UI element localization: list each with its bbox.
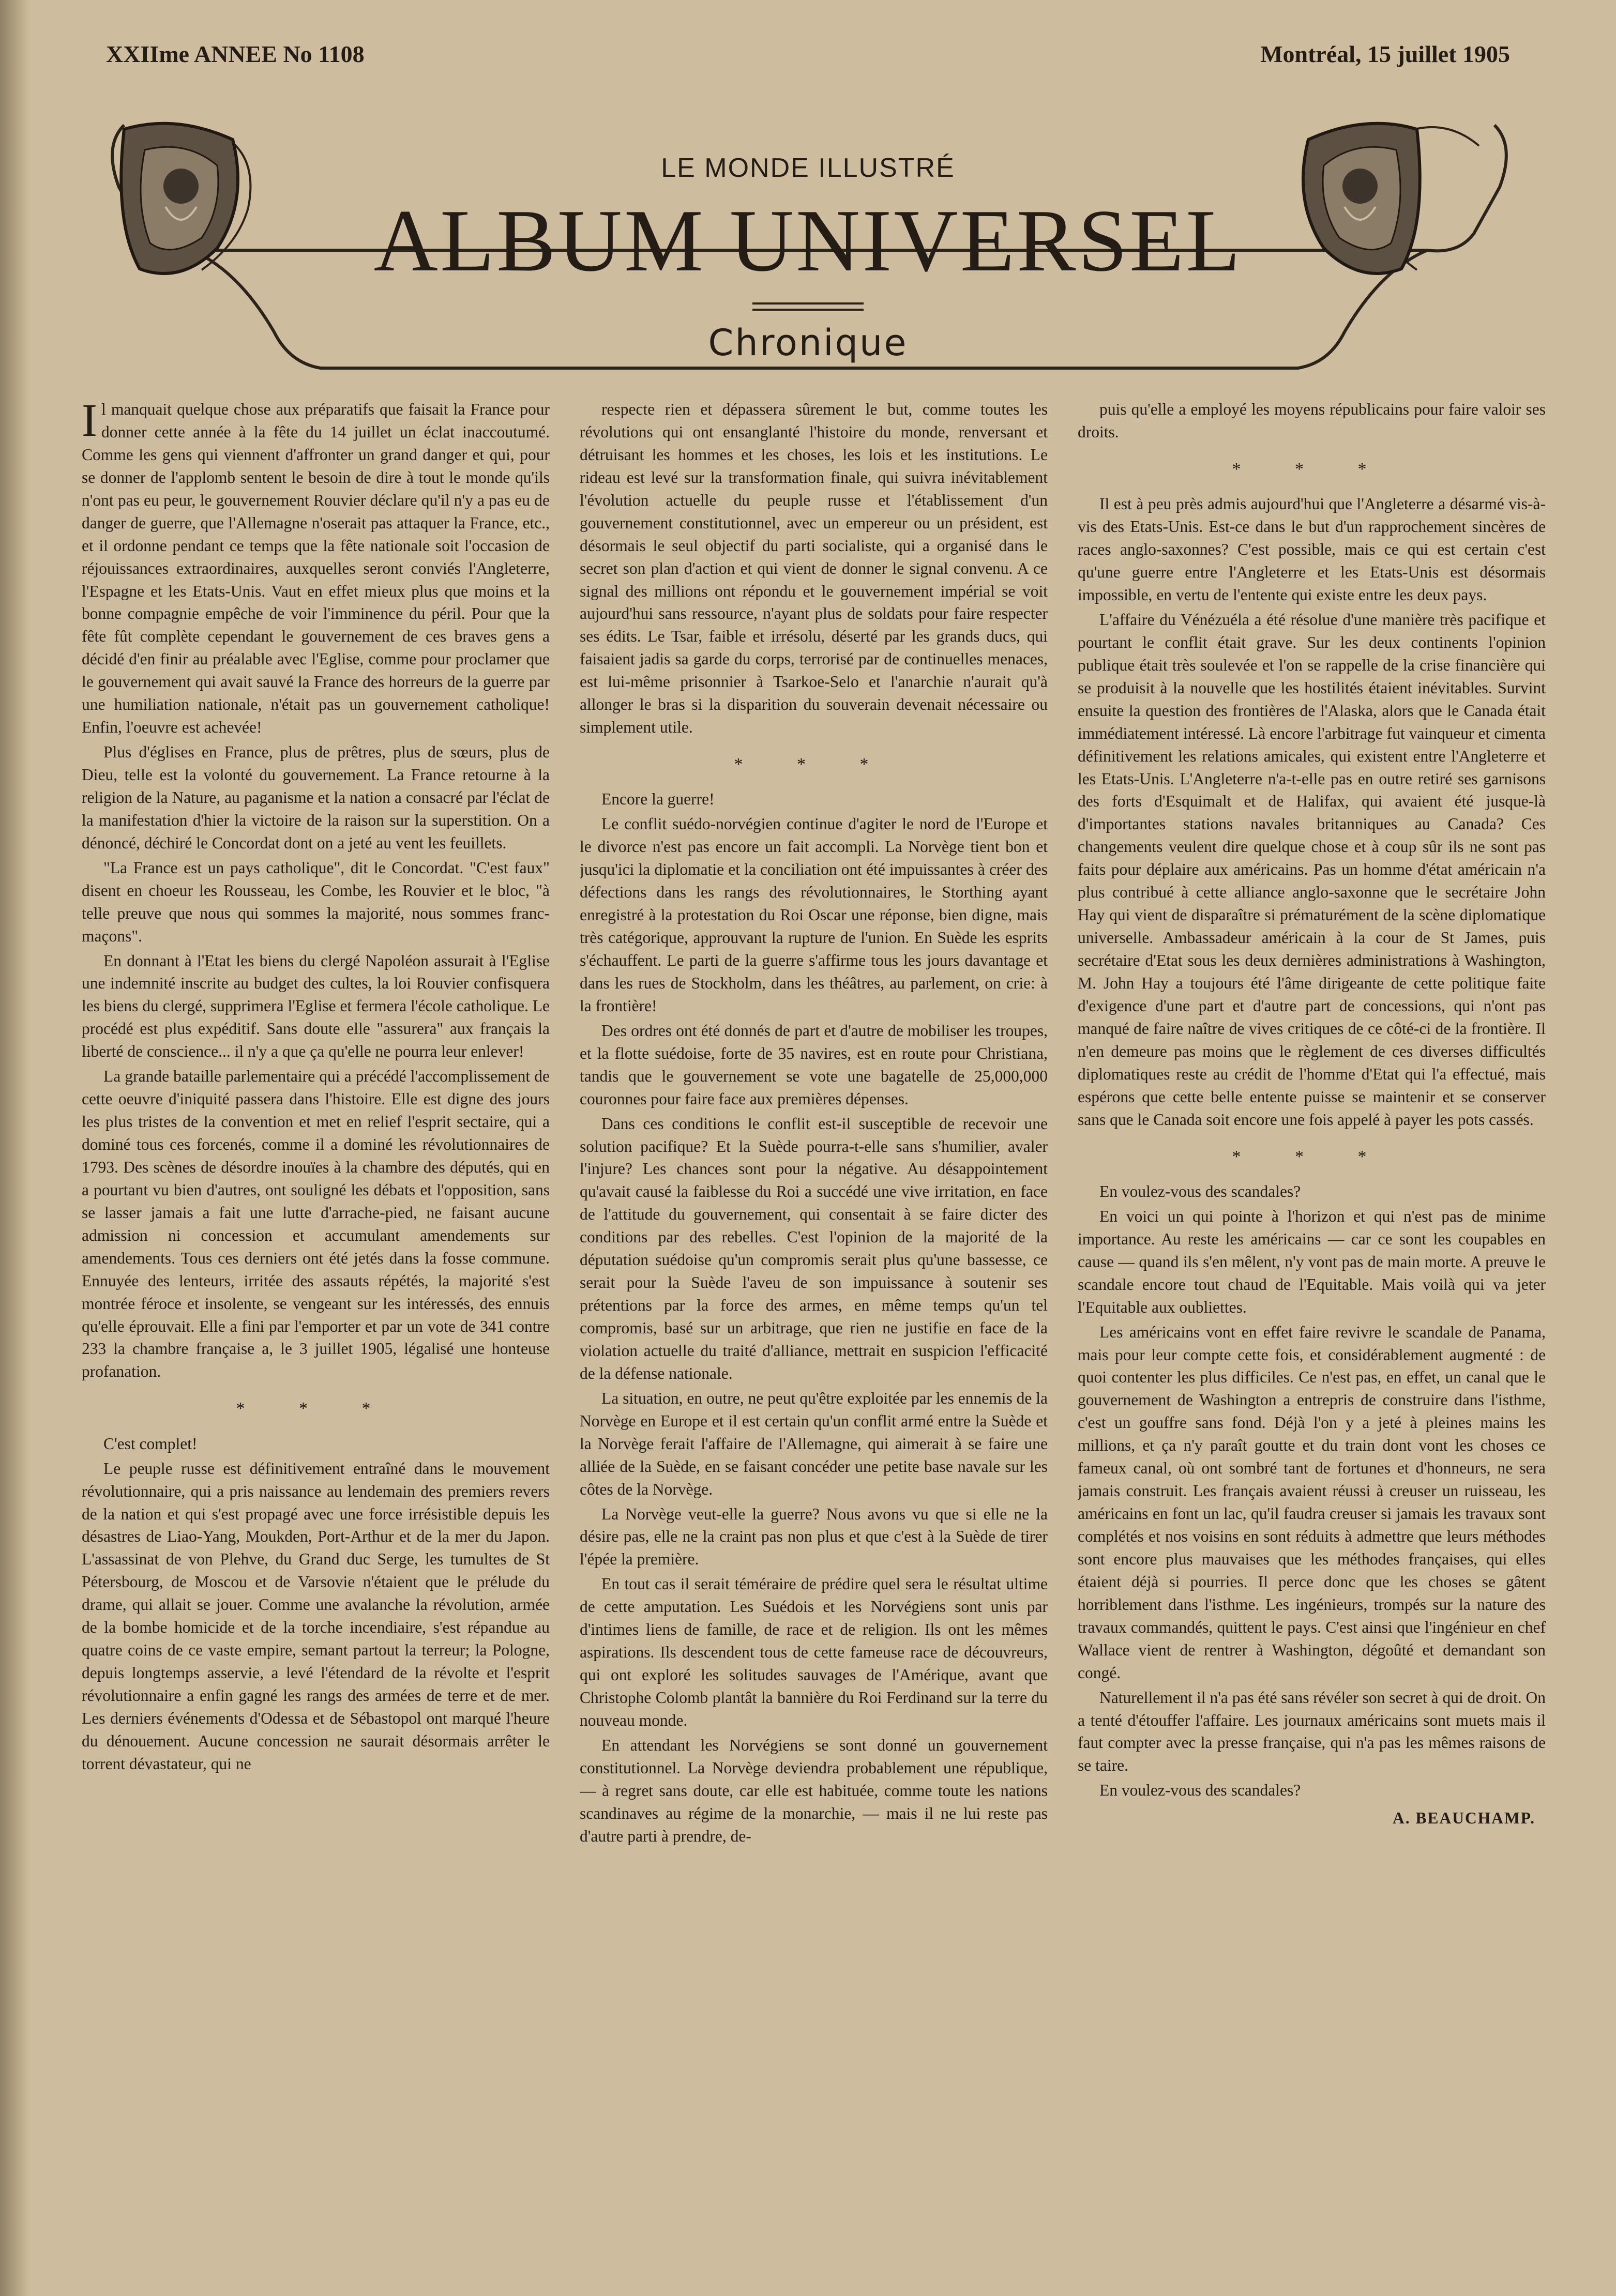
publication-title: ALBUM UNIVERSEL	[373, 192, 1243, 290]
article-paragraph: L'affaire du Vénézuéla a été résolue d'une manière très pacifique et pourtant le conflit était grave. Sur les deux continents l'opinion publique était très soulevée et l'on se rappelle de la crise financière qui se produisit à la nouvelle que les hostilités étaient inévitables. Survint ensuite la question des frontières de l'Alaska, alors que le Canada était immédiatement intéressé. Là encore l'arbitrage fut vainqueur et cimenta définitivement les relations amicales, qui existent entre l'Angleterre et les Etats-Unis. L'Angleterre n'a-t-elle pas en outre retiré ses garnisons des forts d'Esquimalt et de Halifax, qui avaient été jusque-là d'importantes stations navales britanniques au Canada? Ces changements veulent dire quelque chose et à coup sûr ils ne sont pas faits pour déplaire aux américains. Pas un homme d'état américain n'a plus contribué à cette alliance anglo-saxonne que le secrétaire John Hay qui vient de disparaître si prématurément de la scène diplomatique universelle. Ambassadeur américain à la cour de St James, puis secrétaire d'Etat sous les deux dernières administrations à Washington, M. John Hay a toujours été l'âme dirigeante de cette politique faite d'exigence d'une part et d'autre part de concessions, qui n'ont pas manqué de faire naître de vives critiques de ce côté-ci de la frontière. Il n'en demeure pas moins que le règlement de ces diverses difficultés diplomatiques reste au crédit de l'homme d'Etat qui l'a effectué, mais espérons que cette belle entente puisse se maintenir et se conserver sans que le Canada soit encore une fois appelé à payer les pots cassés.	[1078, 610, 1546, 1129]
article-paragraph: Le conflit suédo-norvégien continue d'agiter le nord de l'Europe et le divorce n'est pas encore un fait accompli. La Norvège tient bon et jusqu'ici la diplomatie et la conciliation ont été impuissantes à créer des défections dans les rangs des révolutionnaires, le Storthing ayant enregistré à la protestation du Roi Oscar une réponse, bien digne, mais très catégorique, approuvant la rupture de l'union. En Suède les esprits s'échauffent. Le parti de la guerre s'affirme tous les jours davantage et dans les rues de Stockholm, dans les théâtres, au parlement, on crie: à la frontière!	[580, 815, 1048, 1015]
article-paragraph: C'est complet!	[103, 1434, 198, 1453]
article-paragraph: "La France est un pays catholique", dit le Concordat. "C'est faux" disent en choeur les Rousseau, les Combe, les Rouvier et le bloc, "à telle preuve que nous qui sommes la majorité, nous sommes franc-maçons".	[82, 858, 550, 945]
title-rule-bottom	[752, 309, 864, 311]
section-separator: * * *	[1232, 459, 1392, 479]
article-paragraph: Il manquait quelque chose aux préparatifs que faisait la France pour donner cette année à la fête du 14 juillet un éclat inaccoutumé. Comme les gens qui viennent d'affronter un grand danger et qui, pour se donner de l'applomb sentent le besoin de dire à tout le monde qu'ils n'ont pas eu peur, le gouvernement Rouvier déclare qu'il n'y a pas eu de danger de guerre, que l'Allemagne n'oserait pas attaquer la France, etc., et il ordonne pendant ce temps que la fête nationale soit l'occasion de réjouissances extraordinaires, auxquelles seront conviés l'Angleterre, l'Espagne et les Etats-Unis. Vaut en effet mieux plus que moins et la bonne compagnie empêche de voir l'imminence du péril. Pour que la fête fût complète cependant le gouvernement de ces braves gens a décidé d'en finir au préalable avec l'Eglise, comme pour proclamer que le gouvernement qui avait sauvé la France des horreurs de la guerre par une humiliation nationale, n'était pas un gouvernement catholique! Enfin, l'oeuvre est achevée!	[82, 398, 550, 737]
masthead-top	[106, 40, 1510, 68]
article-paragraph: En voulez-vous des scandales?	[1099, 1781, 1301, 1800]
article-paragraph: Des ordres ont été donnés de part et d'autre de mobiliser les troupes, et la flotte suédoise, forte de 35 navires, est en route pour Christiana, tandis que le gouvernement se vote une bagatelle de 25,000,000 couronnes pour faire face aux premières dépenses.	[580, 1021, 1048, 1108]
publication-subtitle: LE MONDE ILLUSTRÉ	[661, 153, 955, 183]
article-paragraph: Les américains vont en effet faire revivre le scandale de Panama, mais pour leur compte cette fois, et considérablement augmenté : de quoi contenter les plus difficiles. Ce n'est pas, en effet, un canal que le gouvernement de Washington a entrepris de construire dans l'isthme, c'est un gouffre sans fond. Déjà l'on y a jeté à pleines mains les millions, et ça n'y paraît goutte et du train dont vont les choses ce fameux canal, où ont sombré tant de fortunes et d'honneurs, ne sera jamais construit. Les français avaient réussi à creuser un ruisseau, les américains en font un lac, qu'il faudra creuser si jamais les travaux sont complétés et nos voisins en sont réduits à admettre que leurs méthodes sont encore plus mauvaises que les méthodes françaises, qui elles étaient déjà si pourries. Il perce donc que les choses se gâtent horriblement dans l'isthme. Les ingénieurs, trompés sur la nature des travaux commandés, quittent le pays. C'est ainsi que l'ingénieur en chef Wallace vient de rentrer à Washington, dégoûté et demandant son congé.	[1078, 1322, 1546, 1682]
article-column-1	[82, 398, 550, 2254]
section-separator: * * *	[1232, 1147, 1392, 1166]
article-paragraph: En voulez-vous des scandales?	[1099, 1182, 1301, 1200]
article-columns	[82, 398, 1546, 2254]
article-paragraph: puis qu'elle a employé les moyens républicains pour faire valoir ses droits.	[1078, 400, 1546, 441]
article-paragraph: Naturellement il n'a pas été sans révéler son secret à qui de droit. On a tenté d'étouffer l'affaire. Les journaux américains sont muets mais il faut compter avec la presse française, qui n'a pas les mêmes raisons de se taire.	[1078, 1688, 1546, 1775]
article-column-2	[580, 398, 1048, 2254]
article-paragraph: En voici un qui pointe à l'horizon et qui n'est pas de minime importance. Au reste les américains — car ce sont les coupables en cause — quand ils s'en mêlent, n'y vont pas de main morte. A preuve le scandale encore tout chaud de l'Equitable. Mais voilà qui va jeter l'Equitable aux oubliettes.	[1078, 1207, 1546, 1316]
article-paragraph: La situation, en outre, ne peut qu'être exploitée par les ennemis de la Norvège en Europe et il est certain qu'un conflit armé entre la Suède et la Norvège ferait l'affaire de l'Allemagne, qui aimerait à se faire une alliée de la Suède, en se faisant concéder une petite base navale sur les côtes de la Norvège.	[580, 1389, 1048, 1498]
author-signature: A. BEAUCHAMP.	[1393, 1809, 1535, 1828]
title-rule-top	[752, 302, 864, 305]
section-separator: * * *	[236, 1399, 396, 1419]
article-paragraph: Encore la guerre!	[601, 790, 715, 809]
article-paragraph: Il est à peu près admis aujourd'hui que l'Angleterre a désarmé vis-à-vis des Etats-Unis. Est-ce dans le but d'un rapprochement sincères de races anglo-saxonnes? C'est possible, mais ce qui est certain c'est qu'une guerre entre l'Angleterre et les Etats-Unis est désormais impossible, en vertu de l'entente qui existe entre les deux pays.	[1078, 495, 1546, 604]
article-paragraph: Dans ces conditions le conflit est-il susceptible de recevoir une solution pacifique? Et la Suède pourra-t-elle sans s'humilier, avaler l'injure? Les chances sont pour la négative. Au désappointement qu'avait causé la faiblesse du Roi a succédé une vive irritation, en face de l'attitude du gouvernement, qui consentait à se faire dicter des conditions par des rebelles. C'est l'opinion de la majorité de la députation suédoise qu'un compromis serait plus qu'une bassesse, ce serait pour la Suède l'aveu de son impuissance à soutenir ses prétentions par la force des armes, en même temps qu'un tel compromis, basé sur un arbitrage, que rien ne justifie en face de la violation actuelle du traité d'alliance, mettrait en suspicion l'efficacité de la défense nationale.	[580, 1114, 1048, 1382]
issue-date: Montréal, 15 juillet 1905	[1260, 41, 1510, 67]
article-paragraph: respecte rien et dépassera sûrement le but, comme toutes les révolutions qui ont ensanglanté l'histoire du monde, renversant et détruisant les hommes et les choses, les lois et les institutions. Le rideau est levé sur la transformation finale, qui suivra inévitablement l'évolution actuelle du peuple russe et l'établissement d'un gouvernement constitutionnel, avec un empereur ou un président, est désormais le seul objectif du parti socialiste, qui a organisé dans le secret son plan d'action et qui vient de donner le signal convenu. A ce signal des millions ont répondu et le gouvernement impérial se voit aujourd'hui sans ressource, n'ayant plus de soldats pour faire respecter ses édits. Le Tsar, faible et irrésolu, déserté par les grands ducs, qui faisaient jadis sa garde du corps, terrorisé par de continuelles menaces, est lui-même prisonnier à Tsarkoe-Selo et l'anarchie n'aurait qu'à allonger le bras si la disparition du souverain devenait nécessaire ou simplement utile.	[580, 400, 1048, 737]
article-column-3	[1078, 398, 1546, 2254]
article-paragraph: En attendant les Norvégiens se sont donné un gouvernement constitutionnel. La Norvège deviendra probablement une république, — à regret sans doute, car elle est habituée, comme toute les nations scandinaves au régime de la monarchie, — mais il ne lui reste pas d'autre parti à prendre, de-	[580, 1736, 1048, 1845]
article-paragraph: Plus d'églises en France, plus de prêtres, plus de sœurs, plus de Dieu, telle est la volonté du gouvernement. La France retourne à la religion de la Nature, au paganisme et la nation a consacré par l'éclat de la manifestation d'hier la victoire de la raison sur la superstition. On a dénoncé, déchiré le Concordat dont on a jeté au vent les feuillets.	[82, 743, 550, 852]
section-separator: * * *	[734, 755, 894, 774]
article-paragraph: En tout cas il serait téméraire de prédire quel sera le résultat ultime de cette amputation. Les Suédois et les Norvégiens sont unis par d'intimes liens de famille, de race et de religion. Ils ont les mêmes aspirations. Ils descendent tous de cette fameuse race de découvreurs, qui ont exploré les solitudes sauvages de l'Amérique, avant que Christophe Colomb plantât la bannière du Roi Ferdinand sur la terre du nouveau monde.	[580, 1575, 1048, 1729]
article-paragraph: La Norvège veut-elle la guerre? Nous avons vu que si elle ne la désire pas, elle ne la craint pas non plus et que c'est à la Suède de tirer l'épée la première.	[580, 1504, 1048, 1569]
section-heading: Chronique	[708, 322, 908, 364]
article-paragraph: Le peuple russe est définitivement entraîné dans le mouvement révolutionnaire, qui a pris naissance au lendemain des premiers revers de la nation et qui s'est propagé avec une force irrésistible depuis les désastres de Liao-Yang, Moukden, Port-Arthur et de la mer du Japon. L'assassinat de von Plehve, du Grand duc Serge, les tumultes de St Pétersbourg, de Moscou et de Varsovie n'étaient que le prélude du drame, qui allait se jouer. Comme une avalanche la révolution, armée de la bombe homicide et de la torche incendiaire, s'est répandue au quatre coins de ce vaste empire, semant partout la terreur; la Pologne, depuis longtemps asservie, a levé l'étendard de la révolte et l'esprit révolutionnaire a enfin gagné les rangs des armées de terre et de mer. Les derniers événements d'Odessa et de Sébastopol ont marqué l'heure du dénouement. Aucune concession ne saurait désormais arrêter le torrent dévastateur, qui ne	[82, 1459, 550, 1773]
article-paragraph: La grande bataille parlementaire qui a précédé l'accomplissement de cette oeuvre d'iniquité passera dans l'histoire. Elle est digne des jours les plus tristes de la convention et met en relief l'esprit sectaire, qui a dominé tous ces forcenés, comme il a dominé les révolutionnaires de 1793. Des scènes de désordre inouïes à la chambre des députés, qui en a pourtant vu bien d'autres, ont souligné les débats et l'opposition, sans se lasser jamais a fait une lutte d'arrache-pied, ne faisant aucune admission ni concession et accumulant amendements sur amendements. Tous ces derniers ont été jetés dans la fosse commune. Ennuyée des lenteurs, irritée des assauts répétés, la majorité s'est montrée féroce et insolente, se vengeant sur les intéressés, des ennuis qu'elle éprouvait. Elle a fini par l'emporter et par un vote de 341 contre 233 la chambre française a, le 3 juillet 1905, légalisé une honteuse profanation.	[82, 1067, 550, 1381]
article-paragraph: En donnant à l'Etat les biens du clergé Napoléon assurait à l'Eglise une indemnité inscrite au budget des cultes, la loi Rouvier confisquera les biens du clergé, supprimera l'Eglise et fermera l'école catholique. Le procédé est plus expéditif. Sans doute elle "assurera" aux français la liberté de conscience... il n'y a que ça qu'elle ne pourra leur enlever!	[82, 951, 550, 1061]
issue-number: XXIIme ANNEE No 1108	[106, 41, 365, 67]
